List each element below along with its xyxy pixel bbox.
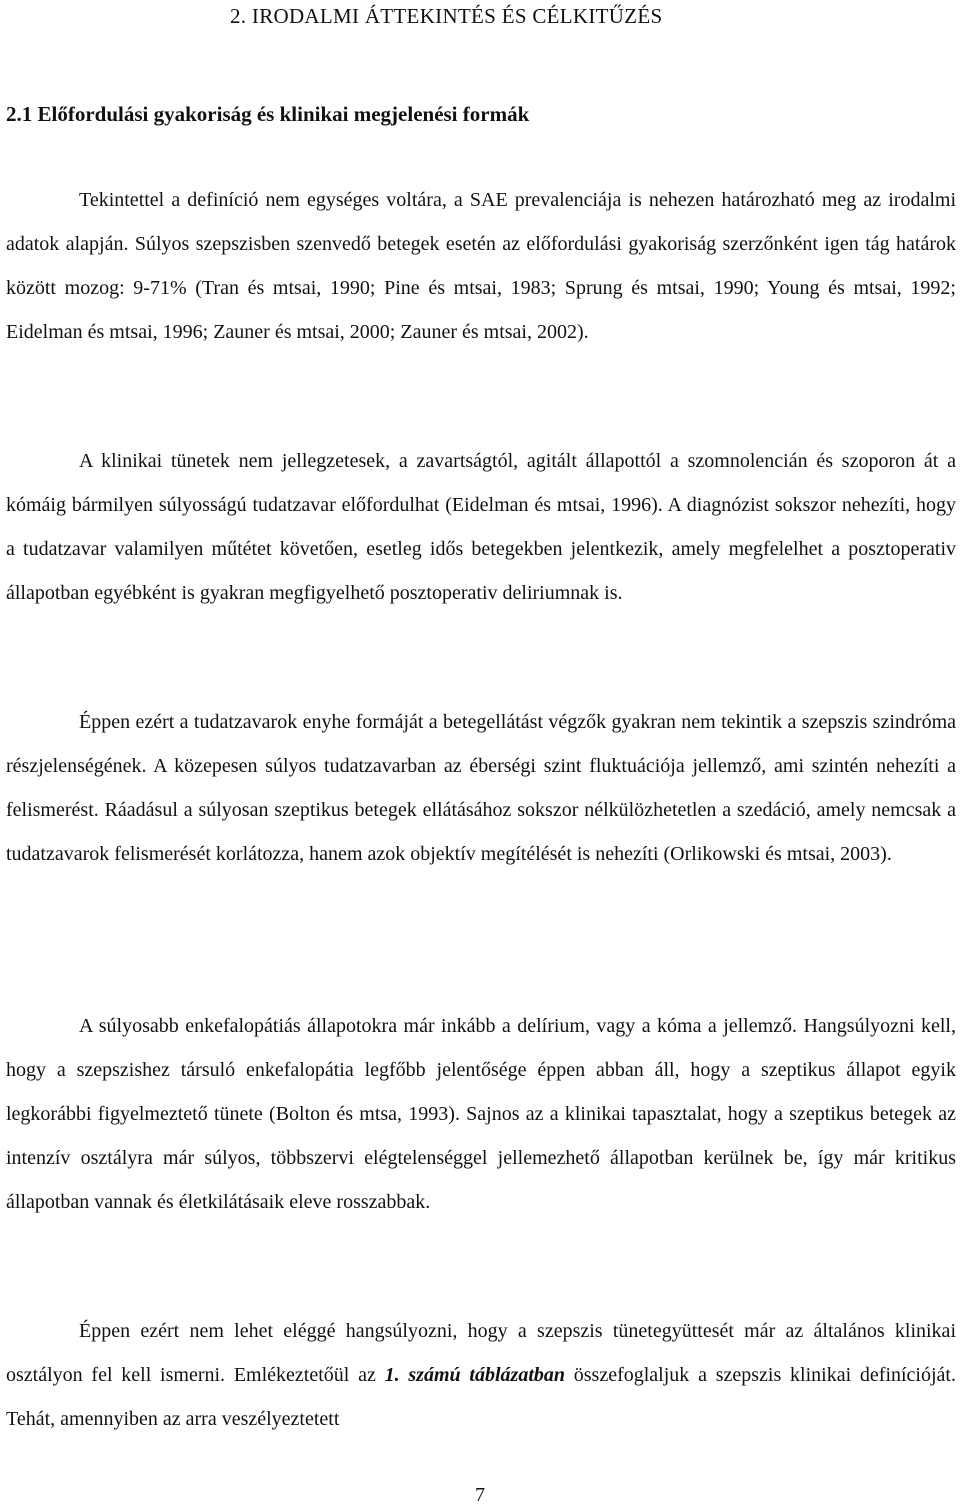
section-title: 2.1 Előfordulási gyakoriság és klinikai megjelenési formák [6,102,530,126]
paragraph-mild-forms: Éppen ezért a tudatzavarok enyhe formáját a betegellátást végzők gyakran nem tekintik a szepszis szindróma részjelenségének. A közepesen súlyos tudatzavarban az éberségi szint fluktuációja jellemző, ami szintén nehezíti a felismerést. Ráadásul a súlyosan szeptikus betegek ellátásához sokszor nélkülözhetetlen a szedáció, amely nemcsak a tudatzavarok felismerését korlátozza, hanem azok objektív megítélését is nehezíti (Orlikowski és mtsai, 2003). [6,711,956,865]
paragraph-clinical-symptoms: A klinikai tünetek nem jellegzetesek, a zavartságtól, agitált állapottól a szomnolencián és szoporon át a kómáig bármilyen súlyosságú tudatzavar előfordulhat (Eidelman és mtsai, 1996). A diagnózist sokszor nehezíti, hogy a tudatzavar valamilyen műtétet követően, esetleg idős betegekben jelentkezik, amely megfelelhet a posztoperativ állapotban egyébként is gyakran megfigyelhető posztoperativ deliriumnak is. [6,450,956,604]
paragraph-prevalence: Tekintettel a definíció nem egységes voltára, a SAE prevalenciája is nehezen határozható meg az irodalmi adatok alapján. Súlyos szepszisben szenvedő betegek esetén az előfordulási gyakoriság szerzőnként igen tág határok között mozog: 9-71% (Tran és mtsai, 1990; Pine és mtsai, 1983; Sprung és mtsai, 1990; Young és mtsai, 1992; Eidelman és mtsai, 1996; Zauner és mtsai, 2000; Zauner és mtsai, 2002). [6,189,956,343]
paragraph-recognition [6,1309,956,1441]
table-reference: 1. számú táblázatban [384,1364,565,1386]
paragraph-text-after: összefoglaljuk a szepszis klinikai definícióját. Tehát, amennyiben az arra veszélyeztetett [6,1364,956,1430]
paragraph-text-before: Éppen ezért nem lehet eléggé hangsúlyozni, hogy a szepszis tünetegyüttesét már az általános klinikai osztályon fel kell ismerni. Emlékeztetőül az [6,1320,956,1386]
chapter-title: 2. IRODALMI ÁTTEKINTÉS ÉS CÉLKITŰZÉS [230,4,663,28]
page-number: 7 [475,1484,485,1506]
paragraph-severe-forms: A súlyosabb enkefalopátiás állapotokra már inkább a delírium, vagy a kóma a jellemző. Hangsúlyozni kell, hogy a szepszishez társuló enkefalopátia legfőbb jelentősége éppen abban áll, hogy a szeptikus állapot egyik legkorábbi figyelmeztető tünete (Bolton és mtsa, 1993). Sajnos az a klinikai tapasztalat, hogy a szeptikus betegek az intenzív osztályra már súlyos, többszervi elégtelenséggel jellemezhető állapotban kerülnek be, így már kritikus állapotban vannak és életkilátásaik eleve rosszabbak. [6,1015,956,1213]
